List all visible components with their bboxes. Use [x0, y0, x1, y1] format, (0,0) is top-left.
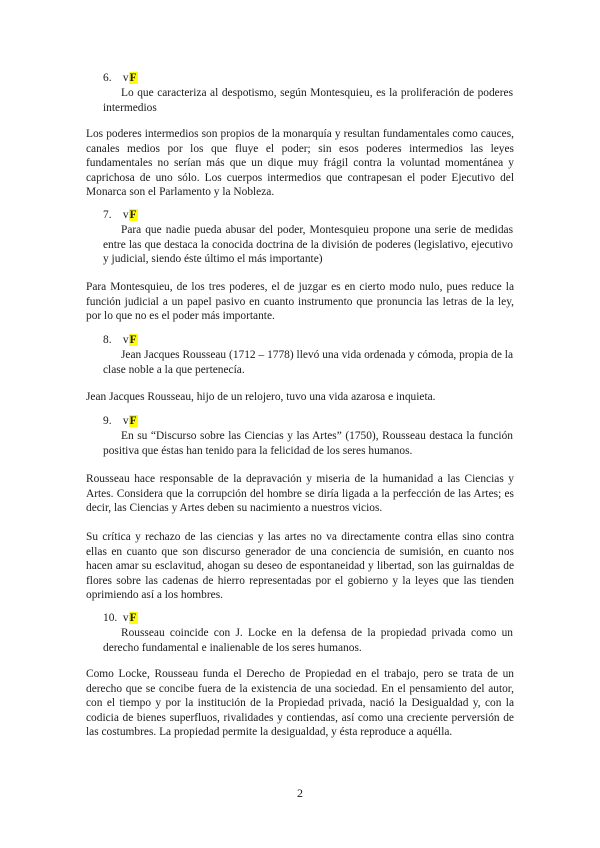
question-8-text: Jean Jacques Rousseau (1712 – 1778) llevó una vida ordenada y cómoda, propia de la clase noble a la que pertenecía.: [103, 349, 513, 376]
question-9-text: En su “Discurso sobre las Ciencias y las Artes” (1750), Rousseau destaca la función positiva que éstas han tenido para la felicidad de los seres humanos.: [103, 430, 513, 457]
false-option-highlighted: F: [129, 72, 137, 84]
question-9-header: [103, 414, 513, 429]
question-10-text: Rousseau coincide con J. Locke en la defensa de la propiedad privada como un derecho fundamental e inalienable de los seres humanos.: [103, 627, 513, 654]
question-7-number: 7.: [103, 209, 112, 221]
question-10: [103, 611, 513, 655]
question-8-header: [103, 333, 513, 348]
question-9-number: 9.: [103, 415, 112, 427]
question-8: [103, 333, 513, 377]
question-7-text: Para que nadie pueda abusar del poder, Montesquieu propone una serie de medidas entre las que destaca la conocida doctrina de la división de poderes (legislativo, ejecutivo y judicial, siendo éste último el más importante): [103, 224, 513, 266]
true-option: v: [122, 209, 129, 221]
false-option-highlighted: F: [129, 415, 137, 427]
false-option-highlighted: F: [129, 334, 137, 346]
true-option: v: [122, 72, 129, 84]
question-7: [103, 208, 513, 267]
false-option-highlighted: F: [129, 612, 137, 624]
question-7-header: [103, 208, 513, 223]
answer-8: Jean Jacques Rousseau, hijo de un relojero, tuvo una vida azarosa e inquieta.: [86, 391, 436, 403]
answer-7: Para Montesquieu, de los tres poderes, el de juzgar es en cierto modo nulo, pues reduce la función judicial a un papel pasivo en cuanto instrumento que pronuncia las letras de la ley, por lo que no es el poder más importante.: [86, 281, 514, 323]
answer-10: Como Locke, Rousseau funda el Derecho de Propiedad en el trabajo, pero se trata de un derecho que se concibe fuera de la existencia de una sociedad. En el pensamiento del autor, con el tiempo y por la institución de la Propiedad privada, nació la Desigualdad y, con la codicia de bienes superfluos, rivalidades y contiendas, así como una creciente perversión de las costumbres. La propiedad permite la desigualdad, y ésta reproduce a aquélla.: [86, 668, 514, 739]
question-8-number: 8.: [103, 334, 112, 346]
answer-6: Los poderes intermedios son propios de la monarquía y resultan fundamentales como cauces, canales medios por los que fluye el poder; sin esos poderes intermedios las leyes fundamentales no serían más que un dique muy frágil contra la voluntad momentánea y caprichosa de uno sólo. Los cuerpos intermedios que contrapesan el poder Ejecutivo del Monarca son el Parlamento y la Nobleza.: [86, 128, 514, 199]
question-10-header: [103, 611, 513, 626]
question-6-header: [103, 71, 513, 86]
false-option-highlighted: F: [129, 209, 137, 221]
answer-9-paragraph-1: Rousseau hace responsable de la depravación y miseria de la humanidad a las Ciencias y Artes. Considera que la corrupción del hombre se diría ligada a la perfección de las Artes; es decir, las Ciencias y Artes deben su nacimiento a nuestros vicios.: [86, 473, 514, 515]
question-9: [103, 414, 513, 458]
true-option: v: [122, 612, 129, 624]
question-6: [103, 71, 513, 115]
true-option: v: [122, 415, 129, 427]
answer-9-paragraph-2: Su crítica y rechazo de las ciencias y las artes no va directamente contra ellas sino contra ellas en cuanto que son discurso generador de una conciencia de sumisión, en cuanto nos hacen amar su esclavitud, ahogan su deseo de espontaneidad y libertad, son las guirnaldas de flores sobre las cadenas de hierro representadas por el gobierno y la leyes que las tienden oprimiendo así a los hombres.: [86, 531, 514, 602]
question-6-text: Lo que caracteriza al despotismo, según Montesquieu, es la proliferación de poderes intermedios: [103, 87, 513, 114]
page-number: 2: [297, 786, 303, 800]
true-option: v: [122, 334, 129, 346]
question-6-number: 6.: [103, 72, 112, 84]
question-10-number: 10.: [103, 612, 118, 624]
